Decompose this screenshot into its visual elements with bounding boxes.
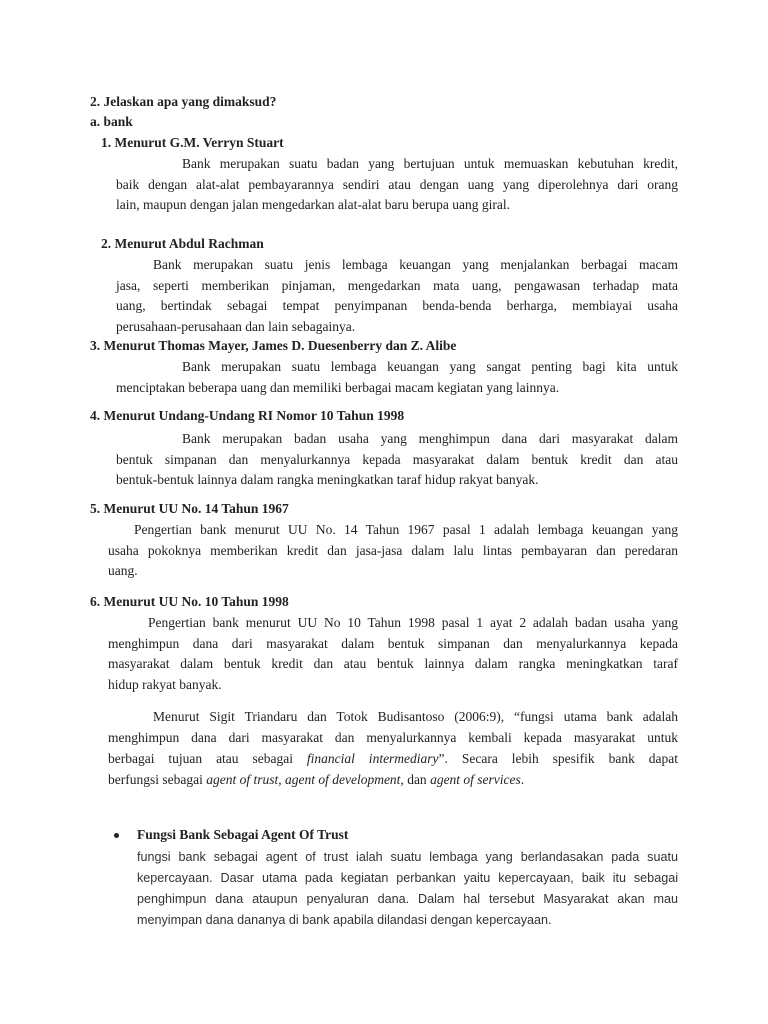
definition-6-text: Pengertian bank menurut UU No 10 Tahun 1998 pasal 1 ayat 2 adalah badan usaha yang menghimpun dana dari masyarakat dalam bentuk simpanan dan menyalurkannya kepada masyarakat dalam bentuk kredit dan atau bentuk lainnya dalam rangka meningkatkan taraf hidup rakyat banyak. [108, 615, 678, 692]
sub-heading: a. bank [90, 114, 133, 129]
definition-4-heading: 4. Menurut Undang-Undang RI Nomor 10 Tahun 1998 [90, 408, 405, 423]
definition-1-heading: 1. Menurut G.M. Verryn Stuart [101, 135, 284, 150]
agent-of-trust-text: fungsi bank sebagai agent of trust ialah suatu lembaga yang berlandasakan pada suatu kepercayaan. Dasar utama pada kegiatan perbankan yaitu kepercayaan, baik itu sebagai penghimpun dana ataupun penyaluran dana. Dalam hal tersebut Masyarakat akan mau menyimpan dana dananya di bank apabila dilandasi dengan kepercayaan. [137, 850, 678, 927]
definition-3-text: Bank merupakan suatu lembaga keuangan yang sangat penting bagi kita untuk menciptakan beberapa uang dan memiliki berbagai macam kegiatan yang lainnya. [116, 359, 678, 395]
definition-5-heading: 5. Menurut UU No. 14 Tahun 1967 [90, 501, 289, 516]
bullet-dot-icon [114, 833, 119, 838]
definition-3-heading: 3. Menurut Thomas Mayer, James D. Duesenberry dan Z. Alibe [90, 338, 457, 353]
definition-1-text: Bank merupakan suatu badan yang bertujuan untuk memuaskan kebutuhan kredit, baik dengan alat-alat pembayarannya sendiri atau dengan uang yang diperolehnya dari orang lain, maupun dengan jalan mengedarkan alat-alat baru berupa uang giral. [116, 156, 678, 212]
definition-6-heading: 6. Menurut UU No. 10 Tahun 1998 [90, 594, 289, 609]
agent-of-trust-heading: Fungsi Bank Sebagai Agent Of Trust [137, 827, 349, 842]
sigit-paragraph: Menurut Sigit Triandaru dan Totok Budisantoso (2006:9), “fungsi utama bank adalah menghimpun dana dari masyarakat dan menyalurkannya kembali kepada masyarakat untuk berbagai tujuan atau sebagai financial intermediary”. Secara lebih spesifik bank dapat berfungsi sebagai agent of trust, agent of development, dan agent of services. [108, 709, 678, 787]
question-heading: 2. Jelaskan apa yang dimaksud? [90, 94, 277, 109]
definition-4-text: Bank merupakan badan usaha yang menghimpun dana dari masyarakat dalam bentuk simpanan dan menyalurkannya kepada masyarakat dalam bentuk kredit dan atau bentuk-bentuk lainnya dalam rangka meningkatkan taraf hidup rakyat banyak. [116, 431, 678, 487]
definition-2-heading: 2. Menurut Abdul Rachman [101, 236, 264, 251]
definition-5-text: Pengertian bank menurut UU No. 14 Tahun 1967 pasal 1 adalah lembaga keuangan yang usaha pokoknya memberikan kredit dan jasa-jasa dalam lalu lintas pembayaran dan peredaran uang. [108, 522, 678, 578]
definition-2-text: Bank merupakan suatu jenis lembaga keuangan yang menjalankan berbagai macam jasa, seperti memberikan pinjaman, mengedarkan mata uang, pengawasan terhadap mata uang, bertindak sebagai tempat penyimpanan benda-benda berharga, membiayai usaha perusahaan-perusahaan dan lain sebagainya. [116, 257, 678, 334]
